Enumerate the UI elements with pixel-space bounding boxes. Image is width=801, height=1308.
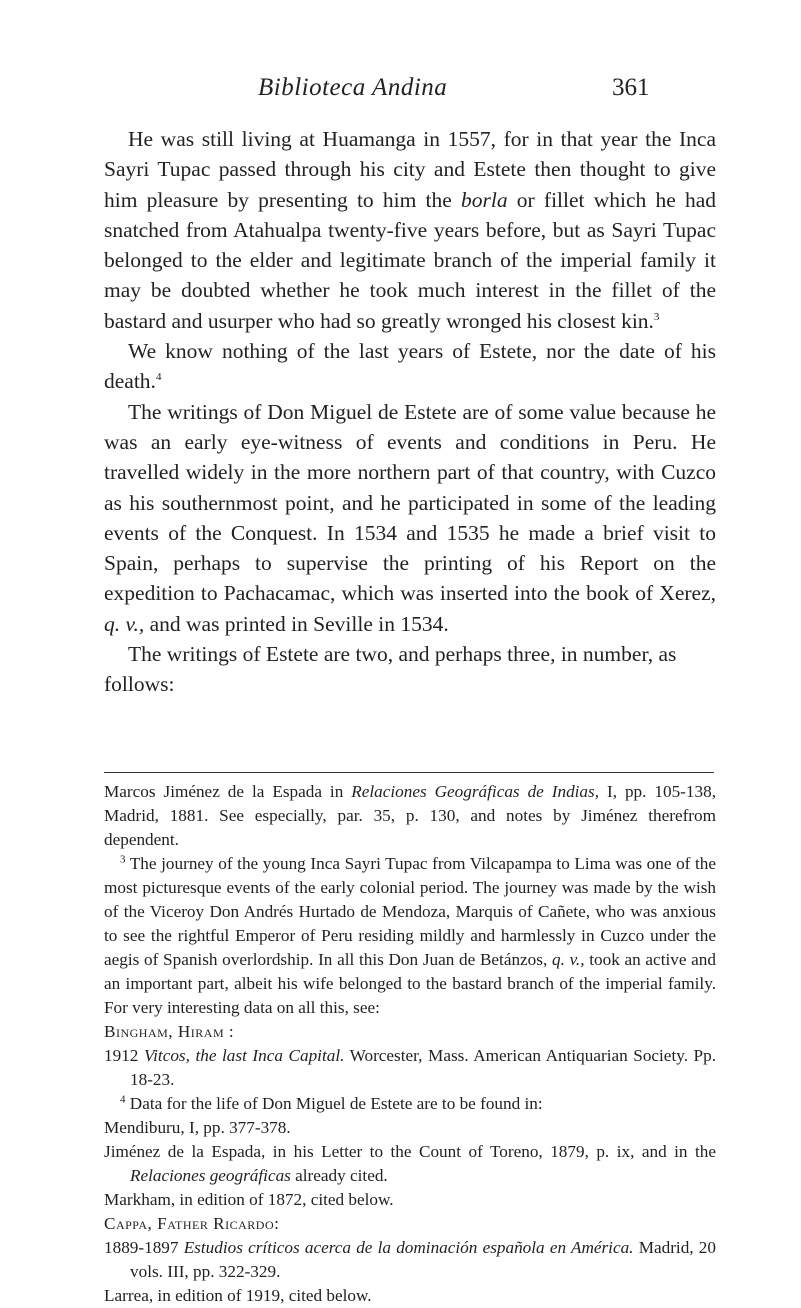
reference-author-bingham: Bingham, Hiram : [104,1022,235,1041]
paragraph-death: We know nothing of the last years of Estete, nor the date of his death.$^4$ [104,339,716,394]
paragraph-writings-list-intro: The writings of Estete are two, and perhaps three, in number, as follows: [104,642,677,697]
footnote-ref-3: 3 [653,310,660,323]
italic-term-borla: borla [461,187,508,212]
paragraph-writings-value: The writings of Don Miguel de Estete are of some value because he was an early eye-witness of events and conditions in Peru. He travelled widely in the more northern part of that country, with Cuzco as his southernmost point, and he participated in some of the leading events of the Conquest. In 1534 and 1535 he made a brief visit to Spain, perhaps to supervise the printing of his Report on the expedition to Pachacamac, which was inserted into the book of Xerez, q. v., and was printed in Seville in 1534. [104,399,716,636]
running-head [0,74,801,104]
reference-jimenez: Jiménez de la Espada, in his Letter to the Count of Toreno, 1879, p. ix, and in the Relaciones geográficas already cited. [104,1142,716,1185]
footnote-mark-3: 3 [120,853,126,866]
footnote-4: $^4$ Data for the life of Don Miguel de Estete are to be found in: [120,1093,543,1113]
footnote-continuation: Marcos Jiménez de la Espada in Relaciones Geográficas de Indias, I, pp. 105-138, Madrid, 1881. See especially, par. 35, p. 130, and notes by Jiménez therefrom dependent. [104,782,716,849]
footnote-3: $^3$ The journey of the young Inca Sayri Tupac from Vilcapampa to Lima was one of the most picturesque events of the early colonial period. The journey was made by the wish of the Viceroy Don Andrés Hurtado de Mendoza, Marquis of Cañete, who was anxious to see the rightful Emperor of Peru residing mildly and harmlessly in Cuzco under the aegis of Spanish overlordship. In all this Don Juan de Betánzos, q. v., took an active and an important part, albeit his wife belonged to the bastard branch of the imperial family. For very interesting data on all this, see: [104,853,716,1017]
running-title: Biblioteca Andina [258,74,448,101]
page-number: 361 [612,74,650,101]
reference-author-cappa: Cappa, Father Ricardo: [104,1214,280,1233]
reference-bingham-1912: 1912 Vitcos, the last Inca Capital. Worcester, Mass. American Antiquarian Society. Pp. 18-23. [104,1046,716,1089]
footnotes [104,780,716,1308]
paragraph-sayri-tupac: He was still living at Huamanga in 1557, for in that year the Inca Sayri Tupac passed through his city and Estete then thought to give him pleasure by presenting to him the borla or fillet which he had snatched from Atahualpa twenty-five years before, but as Sayri Tupac belonged to the elder and legitimate branch of the imperial family it may be doubted whether he took much interest in the fillet of the bastard and usurper who had so greatly wronged his closest kin.$^3$ [104,127,716,333]
footnote-divider [104,772,714,773]
reference-markham: Markham, in edition of 1872, cited below. [104,1190,394,1209]
reference-mendiburu: Mendiburu, I, pp. 377-378. [104,1118,291,1137]
italic-title-vitcos: Vitcos, the last Inca Capital. [143,1046,345,1065]
body-text [104,124,716,700]
reference-cappa-1889: 1889-1897 Estudios críticos acerca de la dominación española en América. Madrid, 20 vols. III, pp. 322-329. [104,1238,716,1281]
reference-larrea: Larrea, in edition of 1919, cited below. [104,1286,372,1305]
italic-title-relaciones: Relaciones geográficas [130,1166,291,1185]
italic-title-relaciones: Relaciones Geográficas de Indias, [351,782,600,801]
italic-qv: q. v., [551,950,585,969]
footnote-mark-4: 4 [120,1093,126,1106]
italic-qv: q. v., [104,611,145,636]
footnote-ref-4: 4 [155,371,162,384]
italic-title-estudios: Estudios críticos acerca de la dominación española en América. [183,1238,634,1257]
